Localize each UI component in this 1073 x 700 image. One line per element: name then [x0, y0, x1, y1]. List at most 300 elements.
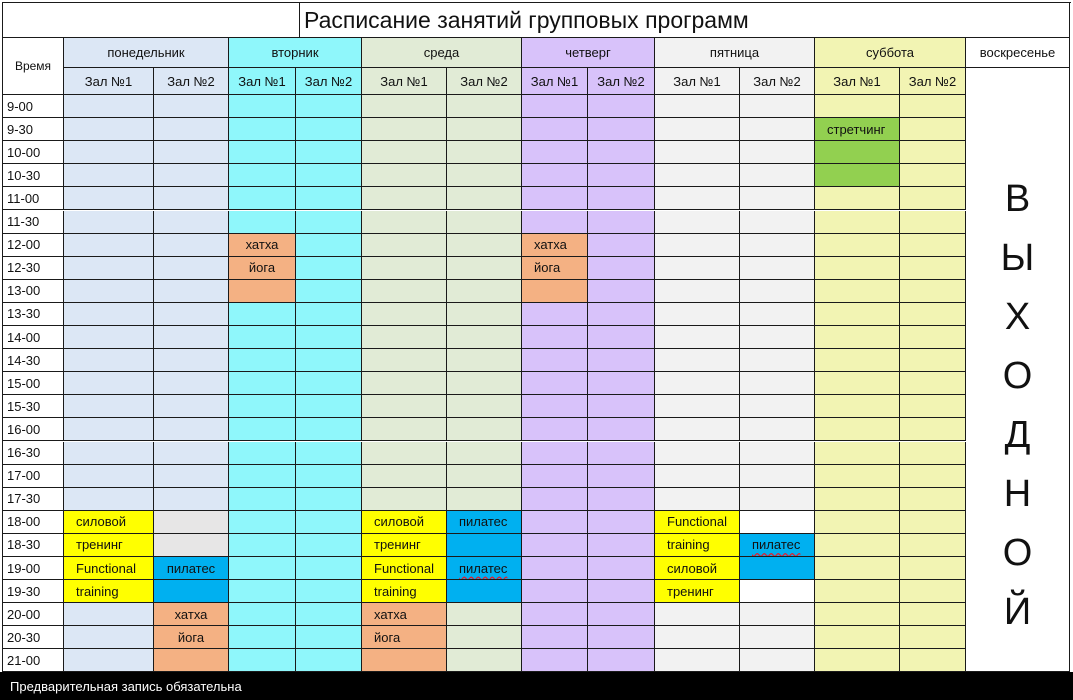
slot-cell[interactable]: [362, 488, 447, 511]
slot-cell[interactable]: [229, 649, 296, 672]
slot-cell[interactable]: [64, 326, 154, 349]
slot-cell[interactable]: [588, 280, 655, 303]
slot-cell[interactable]: [900, 372, 966, 395]
slot-cell[interactable]: [588, 372, 655, 395]
slot-cell[interactable]: [740, 303, 815, 326]
slot-cell[interactable]: [815, 418, 900, 441]
class-slot[interactable]: [229, 234, 296, 257]
slot-cell[interactable]: [900, 626, 966, 649]
slot-cell[interactable]: [522, 649, 588, 672]
slot-cell[interactable]: [588, 649, 655, 672]
class-slot[interactable]: [740, 557, 815, 580]
slot-cell[interactable]: [815, 280, 900, 303]
slot-cell[interactable]: [588, 95, 655, 118]
slot-cell[interactable]: [64, 488, 154, 511]
class-slot[interactable]: [447, 580, 522, 603]
slot-cell[interactable]: [522, 465, 588, 488]
slot-cell[interactable]: [296, 234, 362, 257]
slot-cell[interactable]: [588, 395, 655, 418]
slot-cell[interactable]: [522, 164, 588, 187]
slot-cell[interactable]: [740, 234, 815, 257]
slot-cell[interactable]: [900, 164, 966, 187]
slot-cell[interactable]: [522, 534, 588, 557]
slot-cell[interactable]: [64, 257, 154, 280]
slot-cell[interactable]: [64, 187, 154, 210]
slot-cell[interactable]: [815, 626, 900, 649]
slot-cell[interactable]: [740, 280, 815, 303]
slot-cell[interactable]: [362, 442, 447, 465]
slot-cell[interactable]: [655, 187, 740, 210]
slot-cell[interactable]: [522, 187, 588, 210]
slot-cell[interactable]: [522, 141, 588, 164]
slot-cell[interactable]: [362, 211, 447, 234]
slot-cell[interactable]: [229, 488, 296, 511]
slot-cell[interactable]: [229, 626, 296, 649]
slot-cell[interactable]: [296, 603, 362, 626]
slot-cell[interactable]: [588, 511, 655, 534]
slot-cell[interactable]: [740, 418, 815, 441]
slot-cell[interactable]: [655, 280, 740, 303]
slot-cell[interactable]: [815, 372, 900, 395]
slot-cell[interactable]: [900, 326, 966, 349]
class-slot[interactable]: [655, 557, 740, 580]
slot-cell[interactable]: [447, 349, 522, 372]
slot-cell[interactable]: [296, 141, 362, 164]
slot-cell[interactable]: [815, 511, 900, 534]
slot-cell[interactable]: [588, 187, 655, 210]
slot-cell[interactable]: [815, 580, 900, 603]
slot-cell[interactable]: [447, 465, 522, 488]
slot-cell[interactable]: [362, 326, 447, 349]
slot-cell[interactable]: [900, 649, 966, 672]
slot-cell[interactable]: [154, 442, 229, 465]
slot-cell[interactable]: [64, 303, 154, 326]
slot-cell[interactable]: [588, 442, 655, 465]
slot-cell[interactable]: [229, 349, 296, 372]
slot-cell[interactable]: [362, 118, 447, 141]
slot-cell[interactable]: [229, 326, 296, 349]
class-slot[interactable]: [815, 141, 900, 164]
slot-cell[interactable]: [655, 626, 740, 649]
slot-cell[interactable]: [447, 488, 522, 511]
slot-cell[interactable]: [655, 465, 740, 488]
slot-cell[interactable]: [229, 603, 296, 626]
slot-cell[interactable]: [64, 164, 154, 187]
slot-cell[interactable]: [362, 465, 447, 488]
slot-cell[interactable]: [229, 187, 296, 210]
slot-cell[interactable]: [64, 118, 154, 141]
slot-cell[interactable]: [154, 280, 229, 303]
slot-cell[interactable]: [229, 534, 296, 557]
slot-cell[interactable]: [740, 372, 815, 395]
class-slot[interactable]: [655, 534, 740, 557]
slot-cell[interactable]: [815, 95, 900, 118]
slot-cell[interactable]: [154, 395, 229, 418]
slot-cell[interactable]: [900, 395, 966, 418]
slot-cell[interactable]: [655, 164, 740, 187]
slot-cell[interactable]: [522, 511, 588, 534]
slot-cell[interactable]: [296, 488, 362, 511]
slot-cell[interactable]: [447, 211, 522, 234]
slot-cell[interactable]: [296, 372, 362, 395]
slot-cell[interactable]: [655, 418, 740, 441]
slot-cell[interactable]: [740, 257, 815, 280]
class-slot[interactable]: [64, 534, 154, 557]
slot-cell[interactable]: [64, 234, 154, 257]
slot-cell[interactable]: [154, 372, 229, 395]
slot-cell[interactable]: [900, 118, 966, 141]
slot-cell[interactable]: [900, 442, 966, 465]
slot-cell[interactable]: [900, 465, 966, 488]
slot-cell[interactable]: [900, 211, 966, 234]
slot-cell[interactable]: [447, 372, 522, 395]
slot-cell[interactable]: [522, 418, 588, 441]
slot-cell[interactable]: [588, 465, 655, 488]
class-slot[interactable]: [522, 280, 588, 303]
slot-cell[interactable]: [815, 187, 900, 210]
slot-cell[interactable]: [900, 95, 966, 118]
slot-cell[interactable]: [296, 418, 362, 441]
slot-cell[interactable]: [740, 349, 815, 372]
slot-cell[interactable]: [362, 418, 447, 441]
slot-cell[interactable]: [815, 603, 900, 626]
slot-cell[interactable]: [229, 511, 296, 534]
class-slot[interactable]: [447, 557, 522, 580]
slot-cell[interactable]: [229, 418, 296, 441]
slot-cell[interactable]: [522, 211, 588, 234]
slot-cell[interactable]: [229, 118, 296, 141]
class-slot[interactable]: [655, 580, 740, 603]
class-slot[interactable]: [154, 511, 229, 534]
slot-cell[interactable]: [154, 488, 229, 511]
class-slot[interactable]: [362, 626, 447, 649]
class-slot[interactable]: [154, 649, 229, 672]
slot-cell[interactable]: [655, 211, 740, 234]
slot-cell[interactable]: [154, 211, 229, 234]
slot-cell[interactable]: [900, 349, 966, 372]
class-slot[interactable]: [447, 534, 522, 557]
slot-cell[interactable]: [655, 395, 740, 418]
slot-cell[interactable]: [815, 211, 900, 234]
slot-cell[interactable]: [522, 303, 588, 326]
slot-cell[interactable]: [740, 187, 815, 210]
slot-cell[interactable]: [154, 257, 229, 280]
slot-cell[interactable]: [815, 349, 900, 372]
slot-cell[interactable]: [229, 395, 296, 418]
slot-cell[interactable]: [655, 257, 740, 280]
slot-cell[interactable]: [296, 511, 362, 534]
class-slot[interactable]: [815, 118, 900, 141]
slot-cell[interactable]: [522, 580, 588, 603]
slot-cell[interactable]: [447, 187, 522, 210]
slot-cell[interactable]: [296, 257, 362, 280]
slot-cell[interactable]: [522, 349, 588, 372]
slot-cell[interactable]: [64, 465, 154, 488]
slot-cell[interactable]: [588, 118, 655, 141]
slot-cell[interactable]: [447, 234, 522, 257]
slot-cell[interactable]: [447, 280, 522, 303]
slot-cell[interactable]: [154, 326, 229, 349]
class-slot[interactable]: [522, 257, 588, 280]
slot-cell[interactable]: [655, 141, 740, 164]
slot-cell[interactable]: [655, 649, 740, 672]
slot-cell[interactable]: [588, 557, 655, 580]
slot-cell[interactable]: [740, 95, 815, 118]
class-slot[interactable]: [362, 580, 447, 603]
class-slot[interactable]: [154, 534, 229, 557]
slot-cell[interactable]: [64, 280, 154, 303]
slot-cell[interactable]: [362, 349, 447, 372]
slot-cell[interactable]: [447, 418, 522, 441]
slot-cell[interactable]: [740, 603, 815, 626]
slot-cell[interactable]: [296, 187, 362, 210]
slot-cell[interactable]: [154, 141, 229, 164]
slot-cell[interactable]: [655, 118, 740, 141]
slot-cell[interactable]: [588, 257, 655, 280]
slot-cell[interactable]: [296, 649, 362, 672]
slot-cell[interactable]: [296, 95, 362, 118]
slot-cell[interactable]: [588, 303, 655, 326]
slot-cell[interactable]: [588, 141, 655, 164]
slot-cell[interactable]: [900, 234, 966, 257]
slot-cell[interactable]: [522, 118, 588, 141]
slot-cell[interactable]: [588, 211, 655, 234]
slot-cell[interactable]: [740, 465, 815, 488]
slot-cell[interactable]: [655, 95, 740, 118]
class-slot[interactable]: [362, 649, 447, 672]
slot-cell[interactable]: [655, 349, 740, 372]
slot-cell[interactable]: [815, 326, 900, 349]
slot-cell[interactable]: [588, 603, 655, 626]
slot-cell[interactable]: [655, 372, 740, 395]
slot-cell[interactable]: [588, 534, 655, 557]
slot-cell[interactable]: [229, 303, 296, 326]
slot-cell[interactable]: [815, 488, 900, 511]
slot-cell[interactable]: [64, 603, 154, 626]
class-slot[interactable]: [815, 164, 900, 187]
slot-cell[interactable]: [296, 580, 362, 603]
slot-cell[interactable]: [447, 395, 522, 418]
slot-cell[interactable]: [447, 442, 522, 465]
slot-cell[interactable]: [815, 395, 900, 418]
slot-cell[interactable]: [64, 372, 154, 395]
slot-cell[interactable]: [296, 349, 362, 372]
slot-cell[interactable]: [362, 164, 447, 187]
class-slot[interactable]: [740, 580, 815, 603]
slot-cell[interactable]: [154, 234, 229, 257]
slot-cell[interactable]: [522, 372, 588, 395]
slot-cell[interactable]: [362, 234, 447, 257]
slot-cell[interactable]: [447, 141, 522, 164]
slot-cell[interactable]: [64, 95, 154, 118]
slot-cell[interactable]: [296, 211, 362, 234]
slot-cell[interactable]: [447, 164, 522, 187]
slot-cell[interactable]: [154, 303, 229, 326]
slot-cell[interactable]: [588, 488, 655, 511]
slot-cell[interactable]: [154, 95, 229, 118]
class-slot[interactable]: [362, 603, 447, 626]
slot-cell[interactable]: [815, 649, 900, 672]
slot-cell[interactable]: [296, 280, 362, 303]
slot-cell[interactable]: [740, 326, 815, 349]
slot-cell[interactable]: [154, 418, 229, 441]
slot-cell[interactable]: [740, 395, 815, 418]
slot-cell[interactable]: [655, 303, 740, 326]
class-slot[interactable]: [740, 511, 815, 534]
slot-cell[interactable]: [64, 442, 154, 465]
slot-cell[interactable]: [154, 349, 229, 372]
class-slot[interactable]: [655, 511, 740, 534]
slot-cell[interactable]: [447, 326, 522, 349]
slot-cell[interactable]: [655, 442, 740, 465]
slot-cell[interactable]: [447, 303, 522, 326]
slot-cell[interactable]: [154, 164, 229, 187]
slot-cell[interactable]: [740, 626, 815, 649]
slot-cell[interactable]: [64, 649, 154, 672]
slot-cell[interactable]: [64, 626, 154, 649]
slot-cell[interactable]: [296, 326, 362, 349]
slot-cell[interactable]: [900, 603, 966, 626]
slot-cell[interactable]: [815, 465, 900, 488]
slot-cell[interactable]: [522, 395, 588, 418]
slot-cell[interactable]: [362, 280, 447, 303]
slot-cell[interactable]: [296, 465, 362, 488]
class-slot[interactable]: [447, 511, 522, 534]
slot-cell[interactable]: [296, 534, 362, 557]
slot-cell[interactable]: [900, 303, 966, 326]
slot-cell[interactable]: [815, 442, 900, 465]
slot-cell[interactable]: [588, 418, 655, 441]
slot-cell[interactable]: [815, 257, 900, 280]
slot-cell[interactable]: [447, 649, 522, 672]
slot-cell[interactable]: [362, 187, 447, 210]
class-slot[interactable]: [154, 557, 229, 580]
class-slot[interactable]: [740, 534, 815, 557]
slot-cell[interactable]: [296, 557, 362, 580]
slot-cell[interactable]: [740, 442, 815, 465]
slot-cell[interactable]: [229, 557, 296, 580]
slot-cell[interactable]: [154, 118, 229, 141]
slot-cell[interactable]: [588, 234, 655, 257]
slot-cell[interactable]: [588, 326, 655, 349]
slot-cell[interactable]: [229, 442, 296, 465]
slot-cell[interactable]: [522, 326, 588, 349]
slot-cell[interactable]: [154, 465, 229, 488]
slot-cell[interactable]: [64, 395, 154, 418]
slot-cell[interactable]: [447, 257, 522, 280]
class-slot[interactable]: [229, 257, 296, 280]
slot-cell[interactable]: [362, 395, 447, 418]
slot-cell[interactable]: [815, 534, 900, 557]
slot-cell[interactable]: [900, 418, 966, 441]
slot-cell[interactable]: [296, 442, 362, 465]
slot-cell[interactable]: [522, 488, 588, 511]
slot-cell[interactable]: [447, 626, 522, 649]
slot-cell[interactable]: [740, 488, 815, 511]
slot-cell[interactable]: [447, 118, 522, 141]
slot-cell[interactable]: [740, 649, 815, 672]
class-slot[interactable]: [64, 580, 154, 603]
slot-cell[interactable]: [740, 211, 815, 234]
slot-cell[interactable]: [447, 603, 522, 626]
slot-cell[interactable]: [64, 418, 154, 441]
slot-cell[interactable]: [900, 488, 966, 511]
slot-cell[interactable]: [64, 141, 154, 164]
slot-cell[interactable]: [362, 141, 447, 164]
class-slot[interactable]: [362, 534, 447, 557]
slot-cell[interactable]: [296, 303, 362, 326]
slot-cell[interactable]: [362, 95, 447, 118]
slot-cell[interactable]: [740, 141, 815, 164]
slot-cell[interactable]: [900, 141, 966, 164]
slot-cell[interactable]: [900, 580, 966, 603]
slot-cell[interactable]: [655, 234, 740, 257]
slot-cell[interactable]: [229, 164, 296, 187]
slot-cell[interactable]: [588, 626, 655, 649]
slot-cell[interactable]: [229, 465, 296, 488]
slot-cell[interactable]: [588, 164, 655, 187]
slot-cell[interactable]: [900, 257, 966, 280]
slot-cell[interactable]: [522, 95, 588, 118]
slot-cell[interactable]: [229, 580, 296, 603]
slot-cell[interactable]: [362, 303, 447, 326]
slot-cell[interactable]: [900, 557, 966, 580]
slot-cell[interactable]: [900, 280, 966, 303]
slot-cell[interactable]: [296, 164, 362, 187]
slot-cell[interactable]: [588, 349, 655, 372]
slot-cell[interactable]: [900, 187, 966, 210]
slot-cell[interactable]: [64, 211, 154, 234]
slot-cell[interactable]: [522, 442, 588, 465]
class-slot[interactable]: [154, 580, 229, 603]
slot-cell[interactable]: [229, 141, 296, 164]
slot-cell[interactable]: [296, 395, 362, 418]
slot-cell[interactable]: [655, 488, 740, 511]
slot-cell[interactable]: [900, 534, 966, 557]
class-slot[interactable]: [522, 234, 588, 257]
slot-cell[interactable]: [64, 349, 154, 372]
class-slot[interactable]: [362, 557, 447, 580]
slot-cell[interactable]: [229, 211, 296, 234]
slot-cell[interactable]: [522, 603, 588, 626]
class-slot[interactable]: [154, 626, 229, 649]
slot-cell[interactable]: [588, 580, 655, 603]
class-slot[interactable]: [362, 511, 447, 534]
slot-cell[interactable]: [815, 303, 900, 326]
slot-cell[interactable]: [815, 557, 900, 580]
slot-cell[interactable]: [900, 511, 966, 534]
slot-cell[interactable]: [296, 626, 362, 649]
slot-cell[interactable]: [362, 372, 447, 395]
class-slot[interactable]: [64, 557, 154, 580]
slot-cell[interactable]: [229, 95, 296, 118]
slot-cell[interactable]: [229, 372, 296, 395]
slot-cell[interactable]: [447, 95, 522, 118]
slot-cell[interactable]: [740, 164, 815, 187]
slot-cell[interactable]: [522, 557, 588, 580]
slot-cell[interactable]: [296, 118, 362, 141]
class-slot[interactable]: [154, 603, 229, 626]
slot-cell[interactable]: [815, 234, 900, 257]
slot-cell[interactable]: [154, 187, 229, 210]
class-slot[interactable]: [229, 280, 296, 303]
slot-cell[interactable]: [655, 603, 740, 626]
slot-cell[interactable]: [655, 326, 740, 349]
slot-cell[interactable]: [522, 626, 588, 649]
slot-cell[interactable]: [740, 118, 815, 141]
slot-cell[interactable]: [362, 257, 447, 280]
class-slot[interactable]: [64, 511, 154, 534]
